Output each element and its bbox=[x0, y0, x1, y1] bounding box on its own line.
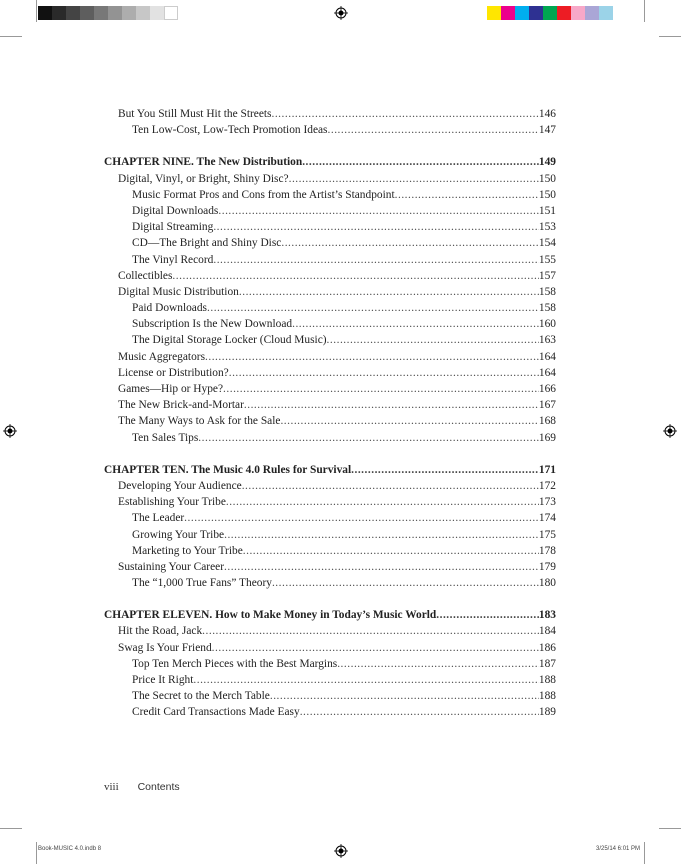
crop-mark bbox=[36, 0, 37, 22]
page-number: 168 bbox=[538, 415, 556, 428]
page-number: 154 bbox=[538, 237, 556, 250]
chapter-heading bbox=[104, 154, 556, 170]
toc-entry bbox=[104, 187, 556, 203]
page-number: 158 bbox=[538, 285, 556, 298]
entry-title: Games—Hip or Hype? bbox=[118, 383, 224, 395]
toc-entry bbox=[104, 332, 556, 348]
dot-leader bbox=[270, 688, 539, 704]
page-number: 180 bbox=[538, 577, 556, 590]
dot-leader bbox=[328, 122, 539, 138]
color-swatch bbox=[529, 6, 543, 20]
dot-leader bbox=[229, 365, 539, 381]
toc-entry bbox=[104, 171, 556, 187]
toc-entry bbox=[104, 688, 556, 704]
crop-mark bbox=[659, 36, 681, 37]
dot-leader bbox=[272, 575, 539, 591]
page-number: 163 bbox=[538, 334, 556, 347]
toc-entry bbox=[104, 252, 556, 268]
color-swatch bbox=[52, 6, 66, 20]
entry-title: Price It Right bbox=[132, 674, 194, 686]
color-swatch bbox=[108, 6, 122, 20]
dot-leader bbox=[226, 494, 539, 510]
toc-entry bbox=[104, 430, 556, 446]
toc-entry bbox=[104, 623, 556, 639]
entry-title: Collectibles bbox=[118, 269, 173, 282]
dot-leader bbox=[193, 672, 539, 688]
entry-title: Hit the Road, Jack bbox=[118, 625, 203, 638]
dot-leader bbox=[337, 656, 539, 672]
page-number: 164 bbox=[538, 350, 556, 363]
dot-leader bbox=[223, 381, 539, 397]
toc-entry bbox=[104, 122, 556, 138]
page-number: 146 bbox=[538, 108, 556, 120]
color-swatch bbox=[557, 6, 571, 20]
toc-entry bbox=[104, 316, 556, 332]
toc-entry bbox=[104, 284, 556, 300]
entry-title: The Many Ways to Ask for the Sale bbox=[118, 415, 281, 428]
toc-entry bbox=[104, 559, 556, 575]
entry-title: Ten Sales Tips bbox=[132, 431, 199, 444]
page-number: 164 bbox=[538, 366, 556, 379]
toc-entry bbox=[104, 300, 556, 316]
table-of-contents bbox=[104, 106, 556, 721]
page-number: 150 bbox=[538, 188, 556, 201]
toc-entry bbox=[104, 413, 556, 429]
dot-leader bbox=[224, 559, 539, 575]
color-swatch bbox=[585, 6, 599, 20]
toc-entry bbox=[104, 478, 556, 494]
folio: viii bbox=[104, 781, 119, 793]
page-number: 171 bbox=[538, 463, 556, 476]
dot-leader bbox=[207, 300, 539, 316]
page-footer bbox=[104, 781, 180, 793]
dot-leader bbox=[242, 478, 539, 494]
entry-title: CD—The Bright and Shiny Disc bbox=[132, 237, 282, 250]
entry-title: Marketing to Your Tribe bbox=[132, 544, 243, 557]
page-number: 175 bbox=[538, 528, 556, 541]
spacer bbox=[104, 138, 556, 154]
page-number: 153 bbox=[538, 221, 556, 234]
entry-title: Subscription Is the New Download bbox=[132, 318, 293, 331]
page-number: 157 bbox=[538, 269, 556, 282]
dot-leader bbox=[172, 268, 538, 284]
crop-mark bbox=[36, 842, 37, 864]
page-number: 189 bbox=[538, 706, 556, 719]
dot-leader bbox=[302, 154, 539, 170]
chapter-title: CHAPTER TEN. The Music 4.0 Rules for Survival bbox=[104, 463, 352, 476]
page-number: 147 bbox=[538, 124, 556, 137]
page-number: 188 bbox=[538, 690, 556, 703]
toc-section-10 bbox=[104, 478, 556, 591]
registration-mark-icon bbox=[663, 424, 677, 438]
toc-entry bbox=[104, 365, 556, 381]
toc-entry bbox=[104, 106, 556, 122]
entry-title: Swag Is Your Friend bbox=[118, 641, 212, 654]
toc-entry bbox=[104, 527, 556, 543]
entry-title: The Vinyl Record bbox=[132, 253, 214, 266]
registration-mark-icon bbox=[3, 424, 17, 438]
toc-entry bbox=[104, 575, 556, 591]
dot-leader bbox=[213, 219, 539, 235]
crop-mark bbox=[0, 36, 22, 37]
page-number: 155 bbox=[538, 253, 556, 266]
page-number: 160 bbox=[538, 318, 556, 331]
toc-section-11 bbox=[104, 623, 556, 720]
toc-entry bbox=[104, 543, 556, 559]
toc-entry bbox=[104, 268, 556, 284]
registration-mark-icon bbox=[334, 6, 348, 20]
page-number: 169 bbox=[538, 431, 556, 444]
entry-title: The New Brick-and-Mortar bbox=[118, 399, 244, 412]
toc-entry bbox=[104, 397, 556, 413]
page-number: 178 bbox=[538, 544, 556, 557]
color-swatch bbox=[80, 6, 94, 20]
toc-entry bbox=[104, 640, 556, 656]
entry-title: But You Still Must Hit the Streets bbox=[118, 108, 272, 120]
slug-timestamp: 3/25/14 6:01 PM bbox=[596, 846, 641, 852]
toc-entry bbox=[104, 203, 556, 219]
page-number: 173 bbox=[538, 496, 556, 509]
chapter-heading bbox=[104, 462, 556, 478]
dot-leader bbox=[351, 462, 539, 478]
page-number: 183 bbox=[538, 609, 556, 622]
entry-title: Music Aggregators bbox=[118, 350, 205, 363]
entry-title: The Secret to the Merch Table bbox=[132, 690, 270, 703]
dot-leader bbox=[212, 640, 539, 656]
toc-entry bbox=[104, 510, 556, 526]
color-swatch bbox=[150, 6, 164, 20]
page-number: 179 bbox=[538, 560, 556, 573]
cmyk-color-bar bbox=[487, 6, 613, 20]
color-swatch bbox=[94, 6, 108, 20]
color-swatch bbox=[571, 6, 585, 20]
entry-title: The Digital Storage Locker (Cloud Music) bbox=[132, 334, 327, 347]
dot-leader bbox=[239, 284, 539, 300]
entry-title: Sustaining Your Career bbox=[118, 560, 224, 573]
spacer bbox=[104, 446, 556, 462]
entry-title: Digital Music Distribution bbox=[118, 285, 239, 298]
page-number: 188 bbox=[538, 674, 556, 686]
crop-mark bbox=[0, 828, 22, 829]
toc-entry bbox=[104, 704, 556, 720]
dot-leader bbox=[292, 316, 539, 332]
toc-entry bbox=[104, 349, 556, 365]
dot-leader bbox=[271, 106, 538, 122]
color-swatch bbox=[599, 6, 613, 20]
entry-title: License or Distribution? bbox=[118, 366, 229, 379]
dot-leader bbox=[198, 430, 539, 446]
toc-entry bbox=[104, 494, 556, 510]
dot-leader bbox=[224, 527, 539, 543]
color-swatch bbox=[164, 6, 178, 20]
toc-entry bbox=[104, 235, 556, 251]
toc-section-0 bbox=[104, 106, 556, 138]
toc-section-9 bbox=[104, 171, 556, 446]
toc-entry bbox=[104, 219, 556, 235]
color-swatch bbox=[515, 6, 529, 20]
entry-title: Music Format Pros and Cons from the Artist’s Standpoint bbox=[132, 188, 395, 201]
entry-title: Developing Your Audience bbox=[118, 479, 242, 492]
dot-leader bbox=[280, 413, 538, 429]
page-number: 184 bbox=[538, 625, 556, 638]
color-swatch bbox=[122, 6, 136, 20]
entry-title: Paid Downloads bbox=[132, 302, 207, 315]
dot-leader bbox=[218, 203, 539, 219]
page-number: 151 bbox=[538, 204, 556, 217]
page-number: 186 bbox=[538, 641, 556, 654]
dot-leader bbox=[327, 332, 539, 348]
entry-title: Growing Your Tribe bbox=[132, 528, 225, 541]
crop-mark bbox=[644, 0, 645, 22]
dot-leader bbox=[395, 187, 539, 203]
slug-file-name: Book-MUSIC 4.0.indb 8 bbox=[38, 846, 102, 852]
page-number: 158 bbox=[538, 302, 556, 315]
toc-entry bbox=[104, 672, 556, 688]
dot-leader bbox=[213, 252, 539, 268]
page-number: 187 bbox=[538, 657, 556, 670]
crop-mark bbox=[659, 828, 681, 829]
entry-title: Establishing Your Tribe bbox=[118, 496, 226, 509]
dot-leader bbox=[436, 607, 539, 623]
dot-leader bbox=[300, 704, 539, 720]
page-number: 166 bbox=[538, 383, 556, 395]
grayscale-color-bar bbox=[38, 6, 178, 20]
dot-leader bbox=[289, 171, 539, 187]
chapter-title: CHAPTER ELEVEN. How to Make Money in Today’s Music World bbox=[104, 609, 437, 622]
color-swatch bbox=[136, 6, 150, 20]
entry-title: Digital Downloads bbox=[132, 204, 219, 217]
entry-title: Digital, Vinyl, or Bright, Shiny Disc? bbox=[118, 172, 289, 185]
color-swatch bbox=[38, 6, 52, 20]
dot-leader bbox=[202, 623, 539, 639]
entry-title: The “1,000 True Fans” Theory bbox=[132, 577, 272, 590]
registration-mark-icon bbox=[334, 844, 348, 858]
chapter-title: CHAPTER NINE. The New Distribution bbox=[104, 156, 303, 169]
color-swatch bbox=[501, 6, 515, 20]
page-number: 167 bbox=[538, 399, 556, 412]
color-swatch bbox=[487, 6, 501, 20]
entry-title: Credit Card Transactions Made Easy bbox=[132, 706, 300, 719]
spacer bbox=[104, 591, 556, 607]
dot-leader bbox=[281, 235, 539, 251]
entry-title: Digital Streaming bbox=[132, 221, 214, 234]
chapter-heading bbox=[104, 607, 556, 623]
toc-entry bbox=[104, 656, 556, 672]
dot-leader bbox=[205, 349, 539, 365]
page-number: 150 bbox=[538, 172, 556, 185]
page-number: 149 bbox=[538, 156, 556, 169]
crop-mark bbox=[644, 842, 645, 864]
dot-leader bbox=[184, 510, 539, 526]
toc-entry bbox=[104, 381, 556, 397]
color-swatch bbox=[66, 6, 80, 20]
page-number: 172 bbox=[538, 479, 556, 492]
color-swatch bbox=[543, 6, 557, 20]
dot-leader bbox=[244, 397, 539, 413]
dot-leader bbox=[243, 543, 539, 559]
page-number: 174 bbox=[538, 512, 556, 525]
entry-title: Ten Low-Cost, Low-Tech Promotion Ideas bbox=[132, 124, 328, 137]
entry-title: The Leader bbox=[132, 512, 185, 525]
running-foot: Contents bbox=[137, 781, 180, 793]
entry-title: Top Ten Merch Pieces with the Best Margins bbox=[132, 657, 338, 670]
